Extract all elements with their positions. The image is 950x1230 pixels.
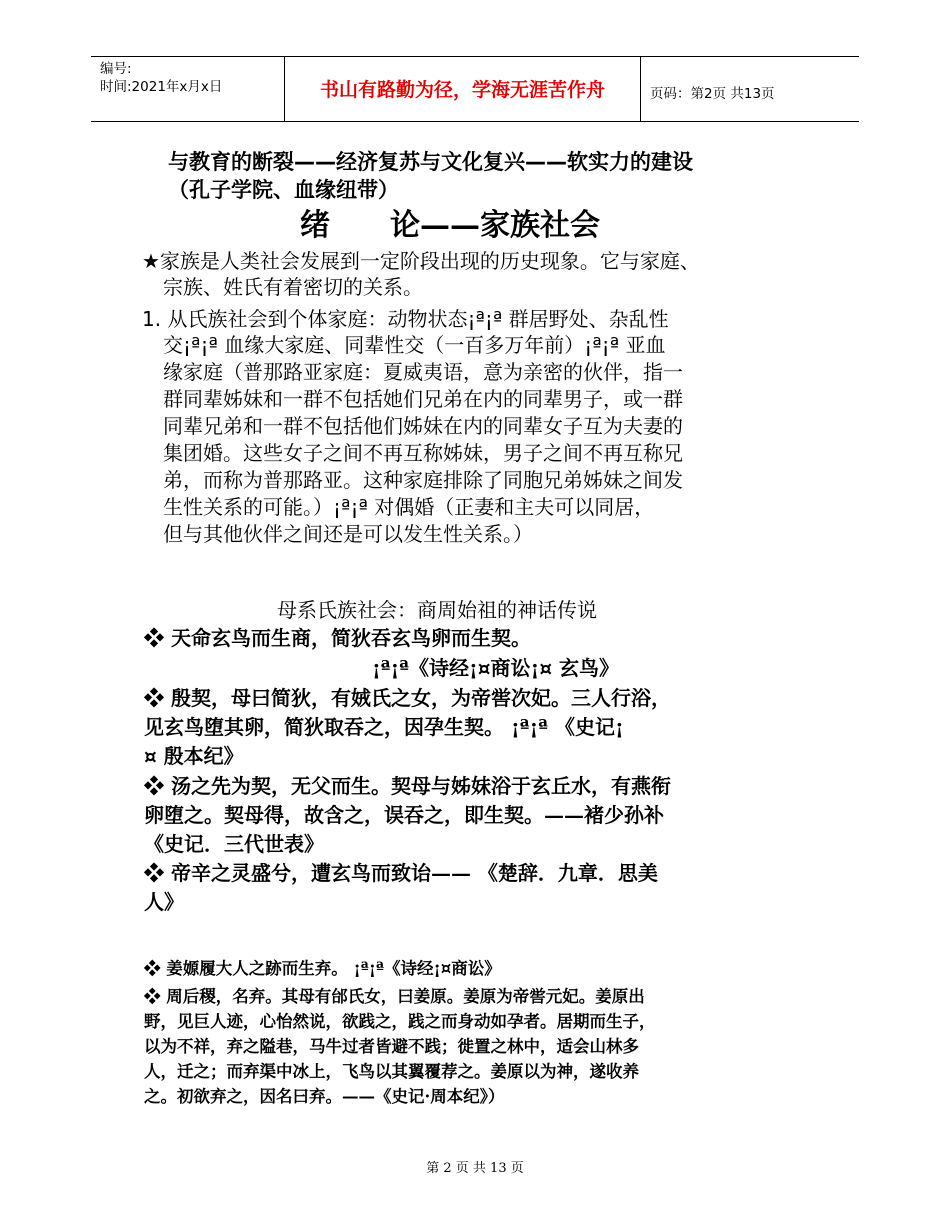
myth-line-7: 卵堕之。契母得，故含之，误吞之，即生契。——褚少孙补 <box>144 803 664 827</box>
myth-heading: 母系氏族社会：商周始祖的神话传说 <box>277 598 597 622</box>
para1-line-6: 集团婚。这些女子之间不再互称姊妹，男子之间不再互称兄 <box>163 441 683 465</box>
time-label: 时间:2021年x月x日 <box>100 79 223 95</box>
jiang-line-1: ❖ 姜嫄履大人之跡而生弃。 ¡ª¡ª《诗经¡¤商讼》 <box>144 959 501 978</box>
para1-line-1: 1. 从氏族社会到个体家庭：动物状态¡ª¡ª 群居野处、杂乱性 <box>142 307 669 331</box>
motto: 书山有路勤为径，学海无涯苦作舟 <box>319 79 605 101</box>
myth-line-1: ❖ 天命玄鸟而生商，简狄吞玄鸟卵而生契。 <box>144 626 531 650</box>
myth-line-5: ¤ 殷本纪》 <box>144 744 244 768</box>
jiang-line-3: 野，见巨人迹，心怡然说，欲践之，践之而身动如孕者。居期而生子， <box>144 1012 656 1031</box>
section-title: 绪 论——家族社会 <box>300 208 600 243</box>
number-label: 编号: <box>100 61 132 77</box>
para1-line-5: 同辈兄弟和一群不包括他们姊妹在内的同辈女子互为夫妻的 <box>163 414 683 438</box>
myth-line-6: ❖ 汤之先为契，无父而生。契母与姊妹浴于玄丘水，有燕衔 <box>144 774 671 798</box>
header-meta-cell <box>91 57 285 121</box>
page-footer: 第 2 页 共 13 页 <box>426 1161 524 1176</box>
jiang-line-5: 人，迁之；而弃渠中冰上，飞鸟以其翼覆荐之。姜原以为神，遂收养 <box>144 1062 639 1081</box>
para1-line-3: 缘家庭（普那路亚家庭：夏威夷语，意为亲密的伙伴，指一 <box>163 360 683 384</box>
myth-line-8: 《史记．三代世表》 <box>144 832 324 856</box>
jiang-line-2: ❖ 周后稷，名弃。其母有邰氏女，曰姜原。姜原为帝喾元妃。姜原出 <box>144 987 645 1006</box>
intro-line-2: （孔子学院、血缘纽带） <box>168 178 399 202</box>
myth-line-9: ❖ 帝辛之灵盛兮，遭玄鸟而致诒—— 《楚辞．九章．思美 <box>144 861 658 885</box>
para1-line-4: 群同辈姊妹和一群不包括她们兄弟在内的同辈男子，或一群 <box>163 387 683 411</box>
myth-line-3: ❖ 殷契，母曰简狄，有娀氏之女，为帝喾次妃。三人行浴， <box>144 686 671 710</box>
header-motto-cell <box>285 57 641 121</box>
header-table <box>91 56 859 122</box>
star-line-2: 宗族、姓氏有着密切的关系。 <box>163 275 423 299</box>
myth-line-4: 见玄鸟堕其卵，简狄取吞之，因孕生契。 ¡ª¡ª 《史记¡ <box>144 715 624 739</box>
intro-line-1: 与教育的断裂——经济复苏与文化复兴——软实力的建设 <box>168 150 693 174</box>
star-line-1: ★家族是人类社会发展到一定阶段出现的历史现象。它与家庭、 <box>142 249 700 273</box>
header-page-cell <box>641 57 859 121</box>
para1-line-7: 弟，而称为普那路亚。这种家庭排除了同胞兄弟姊妹之间发 <box>163 468 683 492</box>
jiang-line-6: 之。初欲弃之，因名曰弃。——《史记·周本纪》） <box>144 1087 505 1106</box>
para1-line-9: 但与其他伙伴之间还是可以发生性关系。） <box>163 522 533 546</box>
jiang-line-4: 以为不祥，弃之隘巷，马牛过者皆避不践；徙置之林中，适会山林多 <box>144 1037 639 1056</box>
myth-line-2: ¡ª¡ª《诗经¡¤商讼¡¤ 玄鸟》 <box>372 656 620 680</box>
para1-line-8: 生性关系的可能。）¡ª¡ª 对偶婚（正妻和主夫可以同居， <box>163 495 655 519</box>
para1-line-2: 交¡ª¡ª 血缘大家庭、同辈性交（一百多万年前）¡ª¡ª 亚血 <box>163 333 666 357</box>
myth-line-10: 人》 <box>144 890 184 914</box>
page-label: 页码：第2页 共13页 <box>650 86 775 102</box>
